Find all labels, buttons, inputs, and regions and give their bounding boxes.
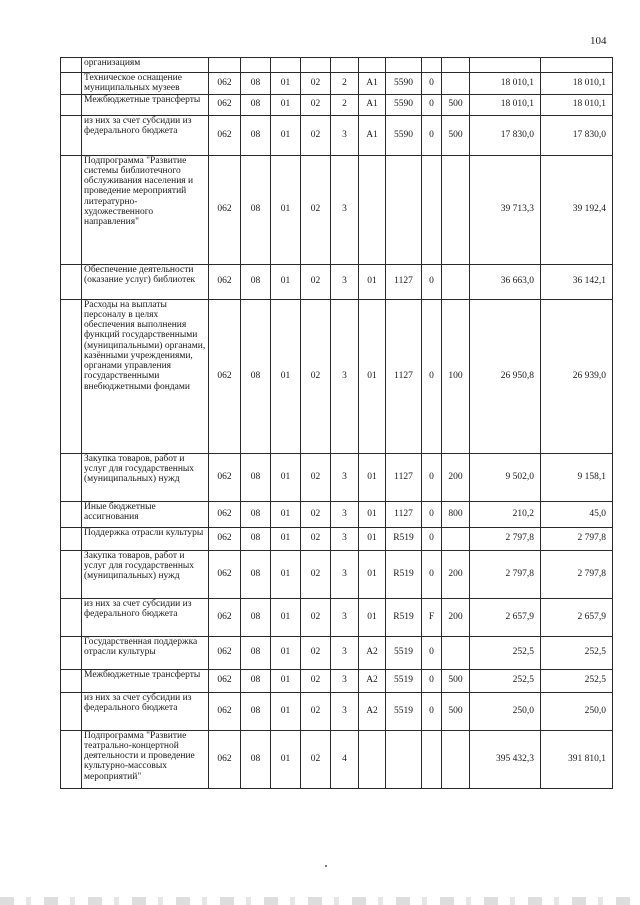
row-y1-cell: 36 663,0 — [470, 264, 541, 299]
row-name-cell: из них за счет субсидии из федерального бюджета — [82, 692, 209, 730]
row-name-cell: Государственная поддержка отрасли культуры — [82, 636, 209, 669]
row-marker-cell — [61, 636, 82, 669]
row-c5-cell: 3 — [331, 598, 359, 636]
row-y2-cell: 252,5 — [541, 669, 613, 692]
row-c5-cell: 3 — [331, 453, 359, 501]
row-y2-cell: 2 797,8 — [541, 550, 613, 598]
row-c5-cell: 3 — [331, 527, 359, 550]
row-c3-cell — [271, 58, 301, 73]
row-c6-cell: 01 — [359, 598, 386, 636]
row-c6-cell: A1 — [359, 94, 386, 115]
row-c7-cell: 5519 — [386, 669, 422, 692]
row-c1-cell: 062 — [209, 501, 241, 527]
row-c2-cell: 08 — [241, 94, 271, 115]
row-c6-cell: A2 — [359, 692, 386, 730]
row-c2-cell: 08 — [241, 527, 271, 550]
row-c9-cell: 500 — [442, 669, 470, 692]
row-c3-cell: 01 — [271, 692, 301, 730]
row-marker-cell — [61, 453, 82, 501]
row-marker-cell — [61, 669, 82, 692]
table-row — [61, 598, 613, 636]
row-c3-cell: 01 — [271, 94, 301, 115]
table-row — [61, 669, 613, 692]
row-c2-cell: 08 — [241, 636, 271, 669]
row-y2-cell: 17 830,0 — [541, 115, 613, 155]
row-y1-cell: 26 950,8 — [470, 299, 541, 453]
row-c7-cell: 5590 — [386, 73, 422, 95]
page-number: 104 — [590, 35, 607, 47]
row-c2-cell: 08 — [241, 730, 271, 788]
row-c8-cell: 0 — [422, 636, 442, 669]
table-row — [61, 73, 613, 95]
row-c7-cell: 1127 — [386, 264, 422, 299]
row-c7-cell — [386, 155, 422, 264]
row-c8-cell: 0 — [422, 264, 442, 299]
row-c1-cell: 062 — [209, 598, 241, 636]
row-c8-cell: 0 — [422, 94, 442, 115]
row-y1-cell: 39 713,3 — [470, 155, 541, 264]
row-marker-cell — [61, 115, 82, 155]
row-c6-cell: A2 — [359, 636, 386, 669]
row-c8-cell: 0 — [422, 299, 442, 453]
row-c6-cell: 01 — [359, 299, 386, 453]
row-c9-cell: 500 — [442, 115, 470, 155]
row-c1-cell: 062 — [209, 550, 241, 598]
row-c1-cell: 062 — [209, 264, 241, 299]
row-c4-cell: 02 — [301, 550, 331, 598]
row-c5-cell: 3 — [331, 299, 359, 453]
row-c4-cell: 02 — [301, 692, 331, 730]
row-y1-cell — [470, 58, 541, 73]
row-c7-cell — [386, 58, 422, 73]
row-c3-cell: 01 — [271, 299, 301, 453]
row-c6-cell: A1 — [359, 115, 386, 155]
row-c5-cell: 2 — [331, 73, 359, 95]
row-c6-cell: A2 — [359, 669, 386, 692]
row-c2-cell: 08 — [241, 264, 271, 299]
row-y2-cell: 250,0 — [541, 692, 613, 730]
row-marker-cell — [61, 58, 82, 73]
row-y2-cell: 18 010,1 — [541, 94, 613, 115]
table-row — [61, 155, 613, 264]
row-c3-cell: 01 — [271, 155, 301, 264]
row-c6-cell — [359, 58, 386, 73]
row-c1-cell — [209, 58, 241, 73]
row-c2-cell — [241, 58, 271, 73]
row-y2-cell: 39 192,4 — [541, 155, 613, 264]
row-y2-cell: 2 657,9 — [541, 598, 613, 636]
row-c4-cell: 02 — [301, 115, 331, 155]
row-c2-cell: 08 — [241, 155, 271, 264]
row-c2-cell: 08 — [241, 692, 271, 730]
table-row — [61, 527, 613, 550]
row-c6-cell: 01 — [359, 453, 386, 501]
row-y1-cell: 2 797,8 — [470, 550, 541, 598]
row-c7-cell: 1127 — [386, 453, 422, 501]
row-c7-cell: R519 — [386, 598, 422, 636]
row-y1-cell: 9 502,0 — [470, 453, 541, 501]
table-row — [61, 501, 613, 527]
row-name-cell: организациям — [82, 58, 209, 73]
row-c9-cell — [442, 155, 470, 264]
row-c4-cell: 02 — [301, 669, 331, 692]
row-c4-cell: 02 — [301, 94, 331, 115]
row-c3-cell: 01 — [271, 527, 301, 550]
row-y2-cell: 252,5 — [541, 636, 613, 669]
row-name-cell: Подпрограмма "Развитие системы библиотечного обслуживания населения и проведение мероприятий литературно-художественного направления" — [82, 155, 209, 264]
row-c2-cell: 08 — [241, 550, 271, 598]
row-y2-cell: 391 810,1 — [541, 730, 613, 788]
row-c9-cell: 500 — [442, 94, 470, 115]
row-c6-cell: 01 — [359, 550, 386, 598]
row-y1-cell: 252,5 — [470, 669, 541, 692]
row-c3-cell: 01 — [271, 598, 301, 636]
row-c8-cell: 0 — [422, 115, 442, 155]
row-c2-cell: 08 — [241, 73, 271, 95]
row-c4-cell: 02 — [301, 299, 331, 453]
row-name-cell: из них за счет субсидии из федерального бюджета — [82, 115, 209, 155]
row-marker-cell — [61, 155, 82, 264]
row-c4-cell: 02 — [301, 527, 331, 550]
row-c8-cell: 0 — [422, 550, 442, 598]
row-y2-cell — [541, 58, 613, 73]
row-marker-cell — [61, 527, 82, 550]
row-c3-cell: 01 — [271, 550, 301, 598]
row-c5-cell: 3 — [331, 692, 359, 730]
row-c5-cell: 3 — [331, 669, 359, 692]
row-c9-cell — [442, 636, 470, 669]
row-c1-cell: 062 — [209, 115, 241, 155]
row-c9-cell — [442, 73, 470, 95]
table-row — [61, 730, 613, 788]
row-c5-cell: 2 — [331, 94, 359, 115]
row-c8-cell: 0 — [422, 73, 442, 95]
row-c8-cell — [422, 730, 442, 788]
scan-edge-artifact — [0, 897, 640, 905]
row-c3-cell: 01 — [271, 730, 301, 788]
row-y2-cell: 45,0 — [541, 501, 613, 527]
row-name-cell: Техническое оснащение муниципальных музеев — [82, 73, 209, 95]
row-c6-cell — [359, 155, 386, 264]
row-c9-cell: 200 — [442, 598, 470, 636]
row-c8-cell: 0 — [422, 453, 442, 501]
row-c8-cell: 0 — [422, 527, 442, 550]
table-row — [61, 550, 613, 598]
budget-table — [60, 57, 613, 789]
row-y2-cell: 26 939,0 — [541, 299, 613, 453]
row-c2-cell: 08 — [241, 115, 271, 155]
row-name-cell: Поддержка отрасли культуры — [82, 527, 209, 550]
row-c4-cell: 02 — [301, 598, 331, 636]
table-row — [61, 453, 613, 501]
row-c8-cell: 0 — [422, 501, 442, 527]
row-y1-cell: 2 657,9 — [470, 598, 541, 636]
row-c8-cell — [422, 58, 442, 73]
row-c9-cell: 200 — [442, 550, 470, 598]
table-row — [61, 115, 613, 155]
table-body — [61, 58, 613, 789]
row-marker-cell — [61, 598, 82, 636]
row-c1-cell: 062 — [209, 73, 241, 95]
row-c5-cell: 3 — [331, 115, 359, 155]
table-row — [61, 264, 613, 299]
row-y1-cell: 210,2 — [470, 501, 541, 527]
row-c1-cell: 062 — [209, 155, 241, 264]
row-c9-cell — [442, 58, 470, 73]
row-c9-cell: 800 — [442, 501, 470, 527]
row-marker-cell — [61, 550, 82, 598]
row-c7-cell: 5519 — [386, 692, 422, 730]
row-c8-cell — [422, 155, 442, 264]
row-c6-cell: 01 — [359, 501, 386, 527]
row-y1-cell: 250,0 — [470, 692, 541, 730]
row-c2-cell: 08 — [241, 501, 271, 527]
row-y1-cell: 18 010,1 — [470, 94, 541, 115]
row-c5-cell — [331, 58, 359, 73]
row-marker-cell — [61, 299, 82, 453]
row-y1-cell: 17 830,0 — [470, 115, 541, 155]
table-row — [61, 692, 613, 730]
row-c1-cell: 062 — [209, 453, 241, 501]
row-name-cell: Обеспечение деятельности (оказание услуг) библиотек — [82, 264, 209, 299]
row-y1-cell: 252,5 — [470, 636, 541, 669]
row-c1-cell: 062 — [209, 636, 241, 669]
row-y1-cell: 395 432,3 — [470, 730, 541, 788]
row-c9-cell — [442, 730, 470, 788]
row-c3-cell: 01 — [271, 264, 301, 299]
row-name-cell: Расходы на выплаты персоналу в целях обеспечения выполнения функций государственными (муниципальными) органами, казёнными учреждениями, органами управления государственными внебюджетными фондами — [82, 299, 209, 453]
row-c9-cell: 100 — [442, 299, 470, 453]
row-c4-cell: 02 — [301, 636, 331, 669]
row-c3-cell: 01 — [271, 115, 301, 155]
row-c7-cell — [386, 730, 422, 788]
row-c5-cell: 3 — [331, 501, 359, 527]
row-y2-cell: 2 797,8 — [541, 527, 613, 550]
row-c3-cell: 01 — [271, 73, 301, 95]
row-c4-cell: 02 — [301, 155, 331, 264]
table-row — [61, 299, 613, 453]
row-c2-cell: 08 — [241, 669, 271, 692]
row-c7-cell: 5590 — [386, 115, 422, 155]
row-marker-cell — [61, 264, 82, 299]
row-c3-cell: 01 — [271, 636, 301, 669]
row-c1-cell: 062 — [209, 299, 241, 453]
row-c4-cell: 02 — [301, 453, 331, 501]
row-y1-cell: 18 010,1 — [470, 73, 541, 95]
row-c1-cell: 062 — [209, 669, 241, 692]
table-row — [61, 58, 613, 73]
row-marker-cell — [61, 94, 82, 115]
row-y2-cell: 18 010,1 — [541, 73, 613, 95]
row-c6-cell: 01 — [359, 264, 386, 299]
row-c8-cell: 0 — [422, 692, 442, 730]
row-c2-cell: 08 — [241, 299, 271, 453]
row-name-cell: Межбюджетные трансферты — [82, 94, 209, 115]
row-name-cell: Подпрограмма "Развитие театрально-концертной деятельности и проведение культурно-массовых мероприятий" — [82, 730, 209, 788]
row-c3-cell: 01 — [271, 501, 301, 527]
row-c5-cell: 3 — [331, 636, 359, 669]
row-c8-cell: F — [422, 598, 442, 636]
row-marker-cell — [61, 730, 82, 788]
row-y2-cell: 36 142,1 — [541, 264, 613, 299]
row-c5-cell: 3 — [331, 550, 359, 598]
row-c5-cell: 3 — [331, 155, 359, 264]
row-c9-cell: 200 — [442, 453, 470, 501]
row-c6-cell — [359, 730, 386, 788]
row-c4-cell: 02 — [301, 501, 331, 527]
row-c7-cell: 1127 — [386, 299, 422, 453]
row-marker-cell — [61, 501, 82, 527]
row-name-cell: из них за счет субсидии из федерального бюджета — [82, 598, 209, 636]
row-c7-cell: 1127 — [386, 501, 422, 527]
row-c4-cell: 02 — [301, 264, 331, 299]
row-c3-cell: 01 — [271, 453, 301, 501]
row-y1-cell: 2 797,8 — [470, 527, 541, 550]
row-c7-cell: 5519 — [386, 636, 422, 669]
row-c1-cell: 062 — [209, 692, 241, 730]
row-c7-cell: R519 — [386, 550, 422, 598]
row-c6-cell: A1 — [359, 73, 386, 95]
row-c8-cell: 0 — [422, 669, 442, 692]
table-row — [61, 636, 613, 669]
scan-dot — [325, 865, 327, 867]
table-row — [61, 94, 613, 115]
row-c9-cell: 500 — [442, 692, 470, 730]
row-c9-cell — [442, 527, 470, 550]
row-name-cell: Межбюджетные трансферты — [82, 669, 209, 692]
row-name-cell: Иные бюджетные ассигнования — [82, 501, 209, 527]
row-c1-cell: 062 — [209, 94, 241, 115]
row-c2-cell: 08 — [241, 453, 271, 501]
row-c1-cell: 062 — [209, 730, 241, 788]
row-c7-cell: R519 — [386, 527, 422, 550]
row-marker-cell — [61, 692, 82, 730]
row-c7-cell: 5590 — [386, 94, 422, 115]
row-name-cell: Закупка товаров, работ и услуг для государственных (муниципальных) нужд — [82, 550, 209, 598]
row-c4-cell: 02 — [301, 73, 331, 95]
row-c1-cell: 062 — [209, 527, 241, 550]
row-marker-cell — [61, 73, 82, 95]
row-c5-cell: 3 — [331, 264, 359, 299]
row-y2-cell: 9 158,1 — [541, 453, 613, 501]
row-c9-cell — [442, 264, 470, 299]
row-c5-cell: 4 — [331, 730, 359, 788]
row-c2-cell: 08 — [241, 598, 271, 636]
row-name-cell: Закупка товаров, работ и услуг для государственных (муниципальных) нужд — [82, 453, 209, 501]
row-c4-cell: 02 — [301, 730, 331, 788]
row-c4-cell — [301, 58, 331, 73]
row-c3-cell: 01 — [271, 669, 301, 692]
row-c6-cell: 01 — [359, 527, 386, 550]
